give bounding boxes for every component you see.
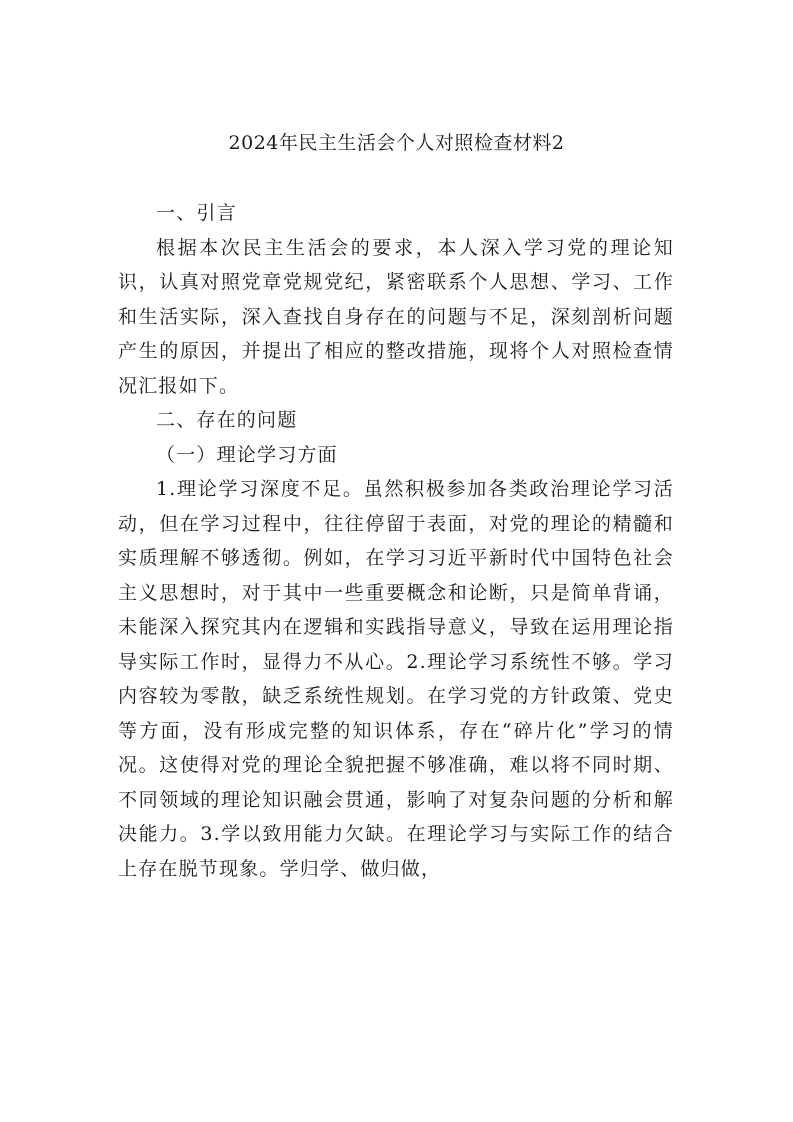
document-title: 2024年民主生活会个人对照检查材料2 <box>228 132 565 154</box>
document-body <box>118 196 674 886</box>
body-paragraph: 根据本次民主生活会的要求，本人深入学习党的理论知识，认真对照党章党规党纪，紧密联系个人思想、学习、工作和生活实际，深入查找自身存在的问题与不足，深刻剖析问题产生的原因，并提出了相应的整改措施，现将个人对照检查情况汇报如下。 <box>118 236 674 397</box>
section-heading-introduction: 一、引言 <box>156 202 237 224</box>
section-heading-problems: 二、存在的问题 <box>156 409 298 431</box>
subsection-heading-theory-study: （一）理论学习方面 <box>156 443 338 466</box>
body-paragraph: 1.理论学习深度不足。虽然积极参加各类政治理论学习活动，但在学习过程中，往往停留于表面，对党的理论的精髓和实质理解不够透彻。例如，在学习习近平新时代中国特色社会主义思想时，对于其中一些重要概念和论断，只是简单背诵，未能深入探究其内在逻辑和实践指导意义，导致在运用理论指导实际工作时，显得力不从心。2.理论学习系统性不够。学习内容较为零散，缺乏系统性规划。在学习党的方针政策、党史等方面，没有形成完整的知识体系，存在“碎片化”学习的情况。这使得对党的理论全貌把握不够准确，难以将不同时期、不同领域的理论知识融会贯通，影响了对复杂问题的分析和解决能力。3.学以致用能力欠缺。在理论学习与实际工作的结合上存在脱节现象。学归学、做归做， <box>118 478 674 880</box>
